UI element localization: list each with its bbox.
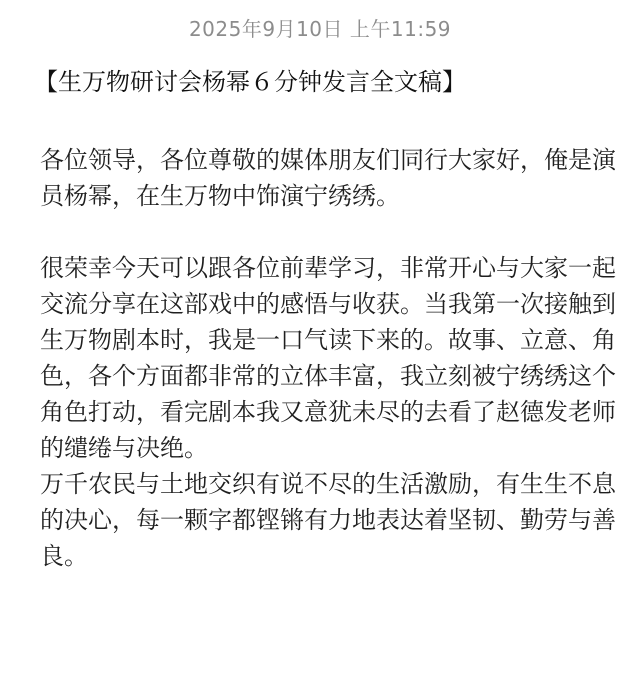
paragraph-script-reading: 很荣幸今天可以跟各位前辈学习，非常开心与大家一起交流分享在这部戏中的感悟与收获。当我第一次接触到生万物剧本时，我是一口气读下来的。故事、立意、角色，各个方面都非常的立体丰富，我立刻被宁绣绣这个角色打动，看完剧本我又意犹未尽的去看了赵德发老师的缱绻与决绝。 [40, 254, 616, 462]
message-title: 【生万物研讨会杨幂６分钟发言全文稿】 [34, 68, 466, 96]
message-timestamp: 2025年9月10日 上午11:59 [188, 17, 452, 41]
paragraph-farmers-land: 万千农民与土地交织有说不尽的生活激励，有生生不息的决心，每一颗字都铿锵有力地表达着坚韧、勤劳与善良。 [40, 470, 616, 570]
message-body [40, 142, 620, 574]
paragraph-intro: 各位领导，各位尊敬的媒体朋友们同行大家好，俺是演员杨幂，在生万物中饰演宁绣绣。 [40, 146, 616, 210]
paragraph-spacer [40, 214, 620, 250]
